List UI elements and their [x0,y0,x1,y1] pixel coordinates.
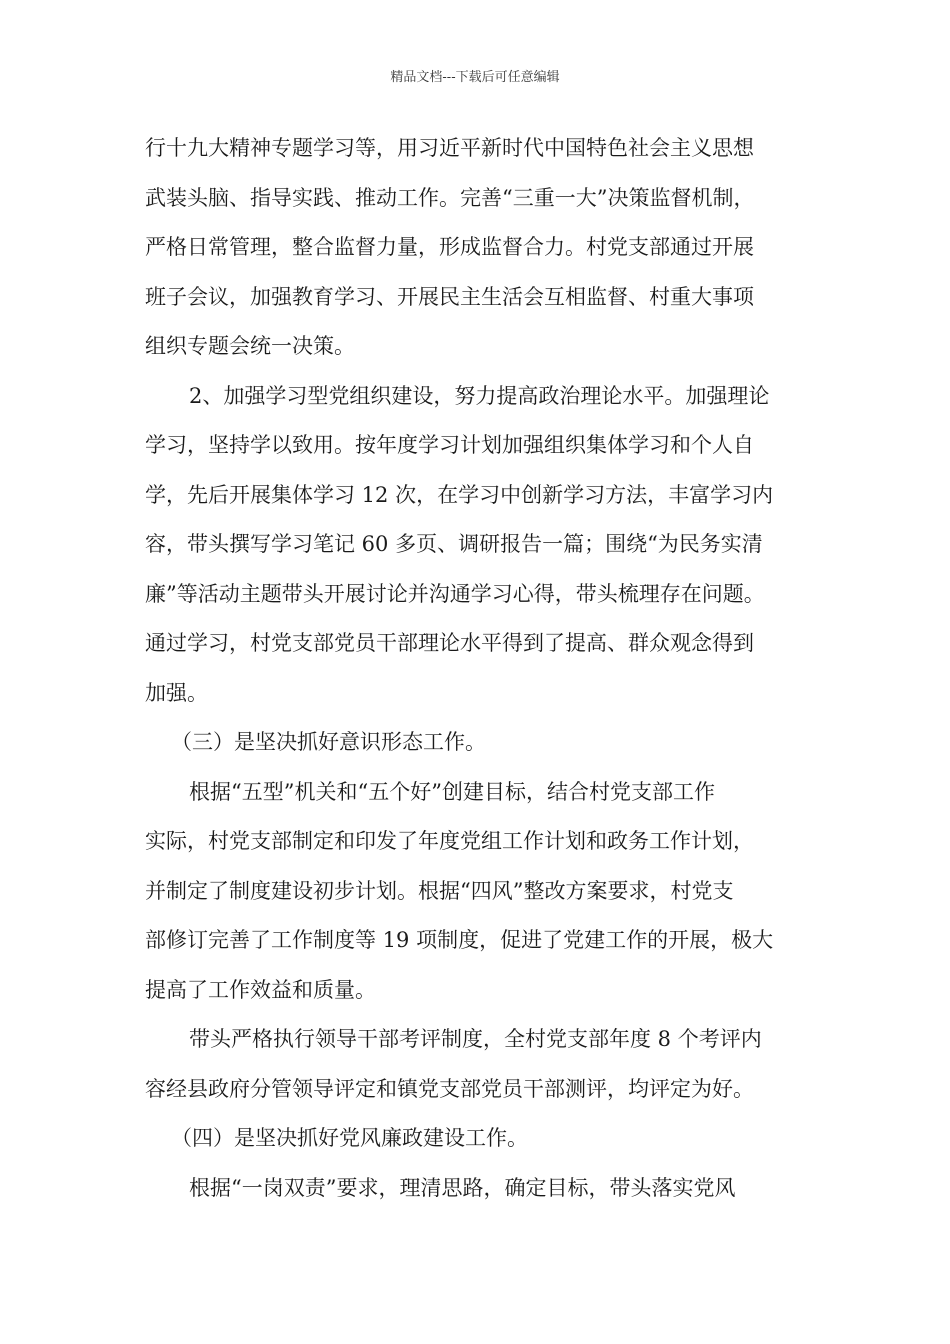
text-line: 2、加强学习型党组织建设，努力提高政治理论水平。加强理论 [189,383,770,408]
text-line: 武装头脑、指导实践、推动工作。完善“三重一大”决策监督机制， [145,185,755,210]
text-line: （四）是坚决抓好党风廉政建设工作。 [171,1126,528,1150]
text-line: 实际，村党支部制定和印发了年度党组工作计划和政务工作计划， [145,829,754,853]
text-line: 严格日常管理，整合监督力量，形成监督合力。村党支部通过开展 [145,235,754,259]
text-line: 提高了工作效益和质量。 [145,977,376,1002]
text-line: 廉”等活动主题带头开展讨论并沟通学习心得，带头梳理存在问题。 [145,581,765,606]
body-text [145,124,810,1213]
text-line: 组织专题会统一决策。 [145,334,355,358]
text-line: 通过学习，村党支部党员干部理论水平得到了提高、群众观念得到 [145,631,754,655]
text-line: 根据“一岗双责”要求，理清思路，确定目标，带头落实党风 [189,1175,736,1200]
text-line: 加强。 [145,680,208,705]
text-line: （三）是坚决抓好意识形态工作。 [171,730,486,754]
page-header: 精品文档---下载后可任意编辑 [390,70,560,85]
text-line: 容经县政府分管领导评定和镇党支部党员干部测评，均评定为好。 [145,1076,754,1101]
text-line: 学，先后开展集体学习 12 次，在学习中创新学习方法，丰富学习内 [145,482,774,507]
text-line: 根据“五型”机关和“五个好”创建目标，结合村党支部工作 [189,779,715,804]
text-line: 容，带头撰写学习笔记 60 多页、调研报告一篇；围绕“为民务实清 [145,532,763,556]
text-line: 班子会议，加强教育学习、开展民主生活会互相监督、村重大事项 [145,284,754,309]
text-line: 并制定了制度建设初步计划。根据“四风”整改方案要求，村党支 [145,878,734,903]
text-line: 学习，坚持学以致用。按年度学习计划加强组织集体学习和个人自 [145,433,754,457]
text-line: 部修订完善了工作制度等 19 项制度，促进了党建工作的开展，极大 [145,928,774,952]
text-line: 带头严格执行领导干部考评制度，全村党支部年度 8 个考评内 [189,1027,762,1051]
text-line: 行十九大精神专题学习等，用习近平新时代中国特色社会主义思想 [145,136,754,160]
